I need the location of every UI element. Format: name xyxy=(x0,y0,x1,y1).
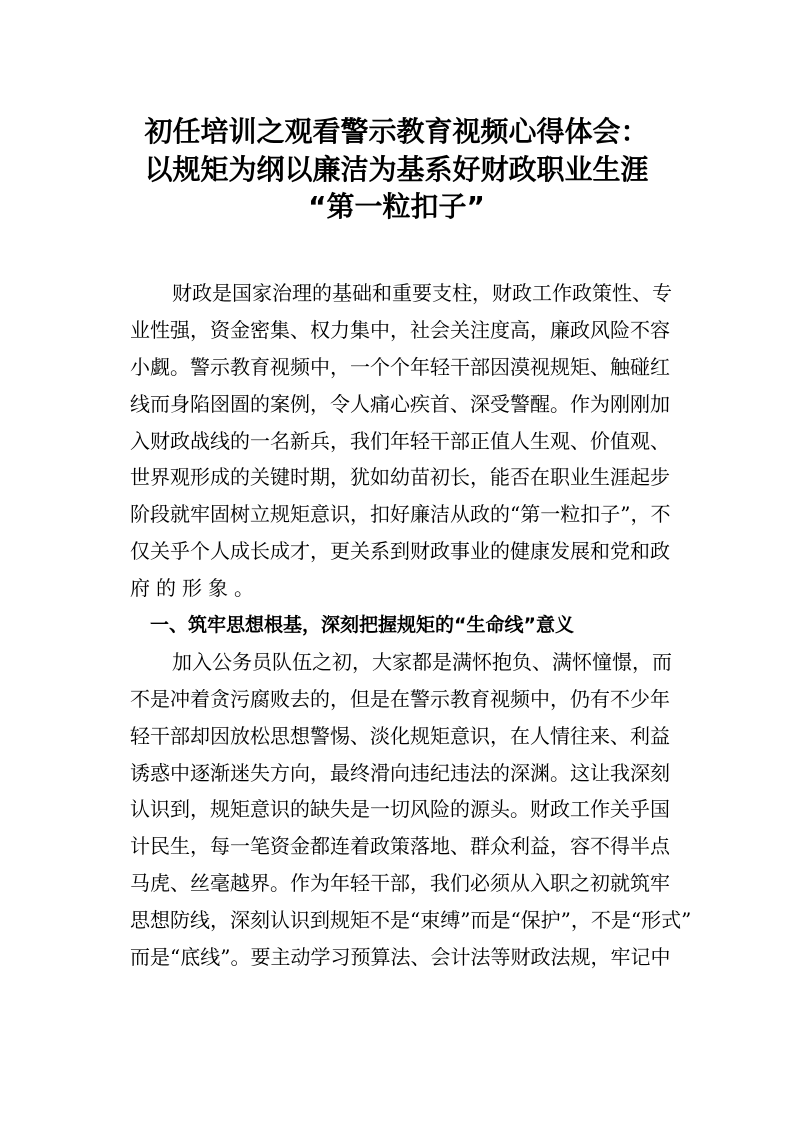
paragraph-line: 线而身陷囹圄的案例，令人痛心疾首、深受警醒。作为刚刚加 xyxy=(130,391,670,416)
paragraph-line: 马虎、丝毫越界。作为年轻干部，我们必须从入职之初就筑牢 xyxy=(130,871,670,896)
document-body xyxy=(130,275,692,976)
paragraph-line: 仅关乎个人成长成才，更关系到财政事业的健康发展和党和政 xyxy=(130,539,670,564)
paragraph-line: 思想防线，深刻认识到规矩不是“束缚”而是“保护”，不是“形式” xyxy=(130,908,692,933)
paragraph-line: 认识到，规矩意识的缺失是一切风险的源头。财政工作关乎国 xyxy=(130,797,670,822)
paragraph-line: 不是冲着贪污腐败去的，但是在警示教育视频中，仍有不少年 xyxy=(130,686,670,711)
paragraph-line: 小觑。警示教育视频中，一个个年轻干部因漠视规矩、触碰红 xyxy=(130,354,670,379)
paragraph-line: 府的形象。 xyxy=(130,576,260,601)
paragraph-line: 而是“底线”。要主动学习预算法、会计法等财政法规，牢记中 xyxy=(130,945,671,970)
title-line: 初任培训之观看警示教育视频心得体会： xyxy=(144,115,649,148)
paragraph-line: 财政是国家治理的基础和重要支柱，财政工作政策性、专 xyxy=(172,281,672,305)
paragraph-line: 世界观形成的关键时期，犹如幼苗初长，能否在职业生涯起步 xyxy=(130,465,670,490)
document-title xyxy=(100,113,693,226)
paragraph-line: 阶段就牢固树立规矩意识，扣好廉洁从政的“第一粒扣子”，不 xyxy=(130,502,671,527)
title-line: “第一粒扣子” xyxy=(308,190,485,223)
paragraph-line: 业性强，资金密集、权力集中，社会关注度高，廉政风险不容 xyxy=(130,317,670,342)
title-line: 以规矩为纲以廉洁为基系好财政职业生涯 xyxy=(144,152,649,186)
paragraph-line: 诱惑中逐渐迷失方向，最终滑向违纪违法的深渊。这让我深刻 xyxy=(130,760,670,785)
paragraph-line: 入财政战线的一名新兵，我们年轻干部正值人生观、价值观、 xyxy=(130,428,670,453)
paragraph-line: 加入公务员队伍之初，大家都是满怀抱负、满怀憧憬，而 xyxy=(172,649,672,674)
paragraph-line: 轻干部却因放松思想警惕、淡化规矩意识，在人情往来、利益 xyxy=(130,723,670,748)
paragraph-line: 计民生，每一笔资金都连着政策落地、群众利益，容不得半点 xyxy=(130,834,670,859)
section-heading: 一、筑牢思想根基，深刻把握规矩的“生命线”意义 xyxy=(150,614,574,637)
